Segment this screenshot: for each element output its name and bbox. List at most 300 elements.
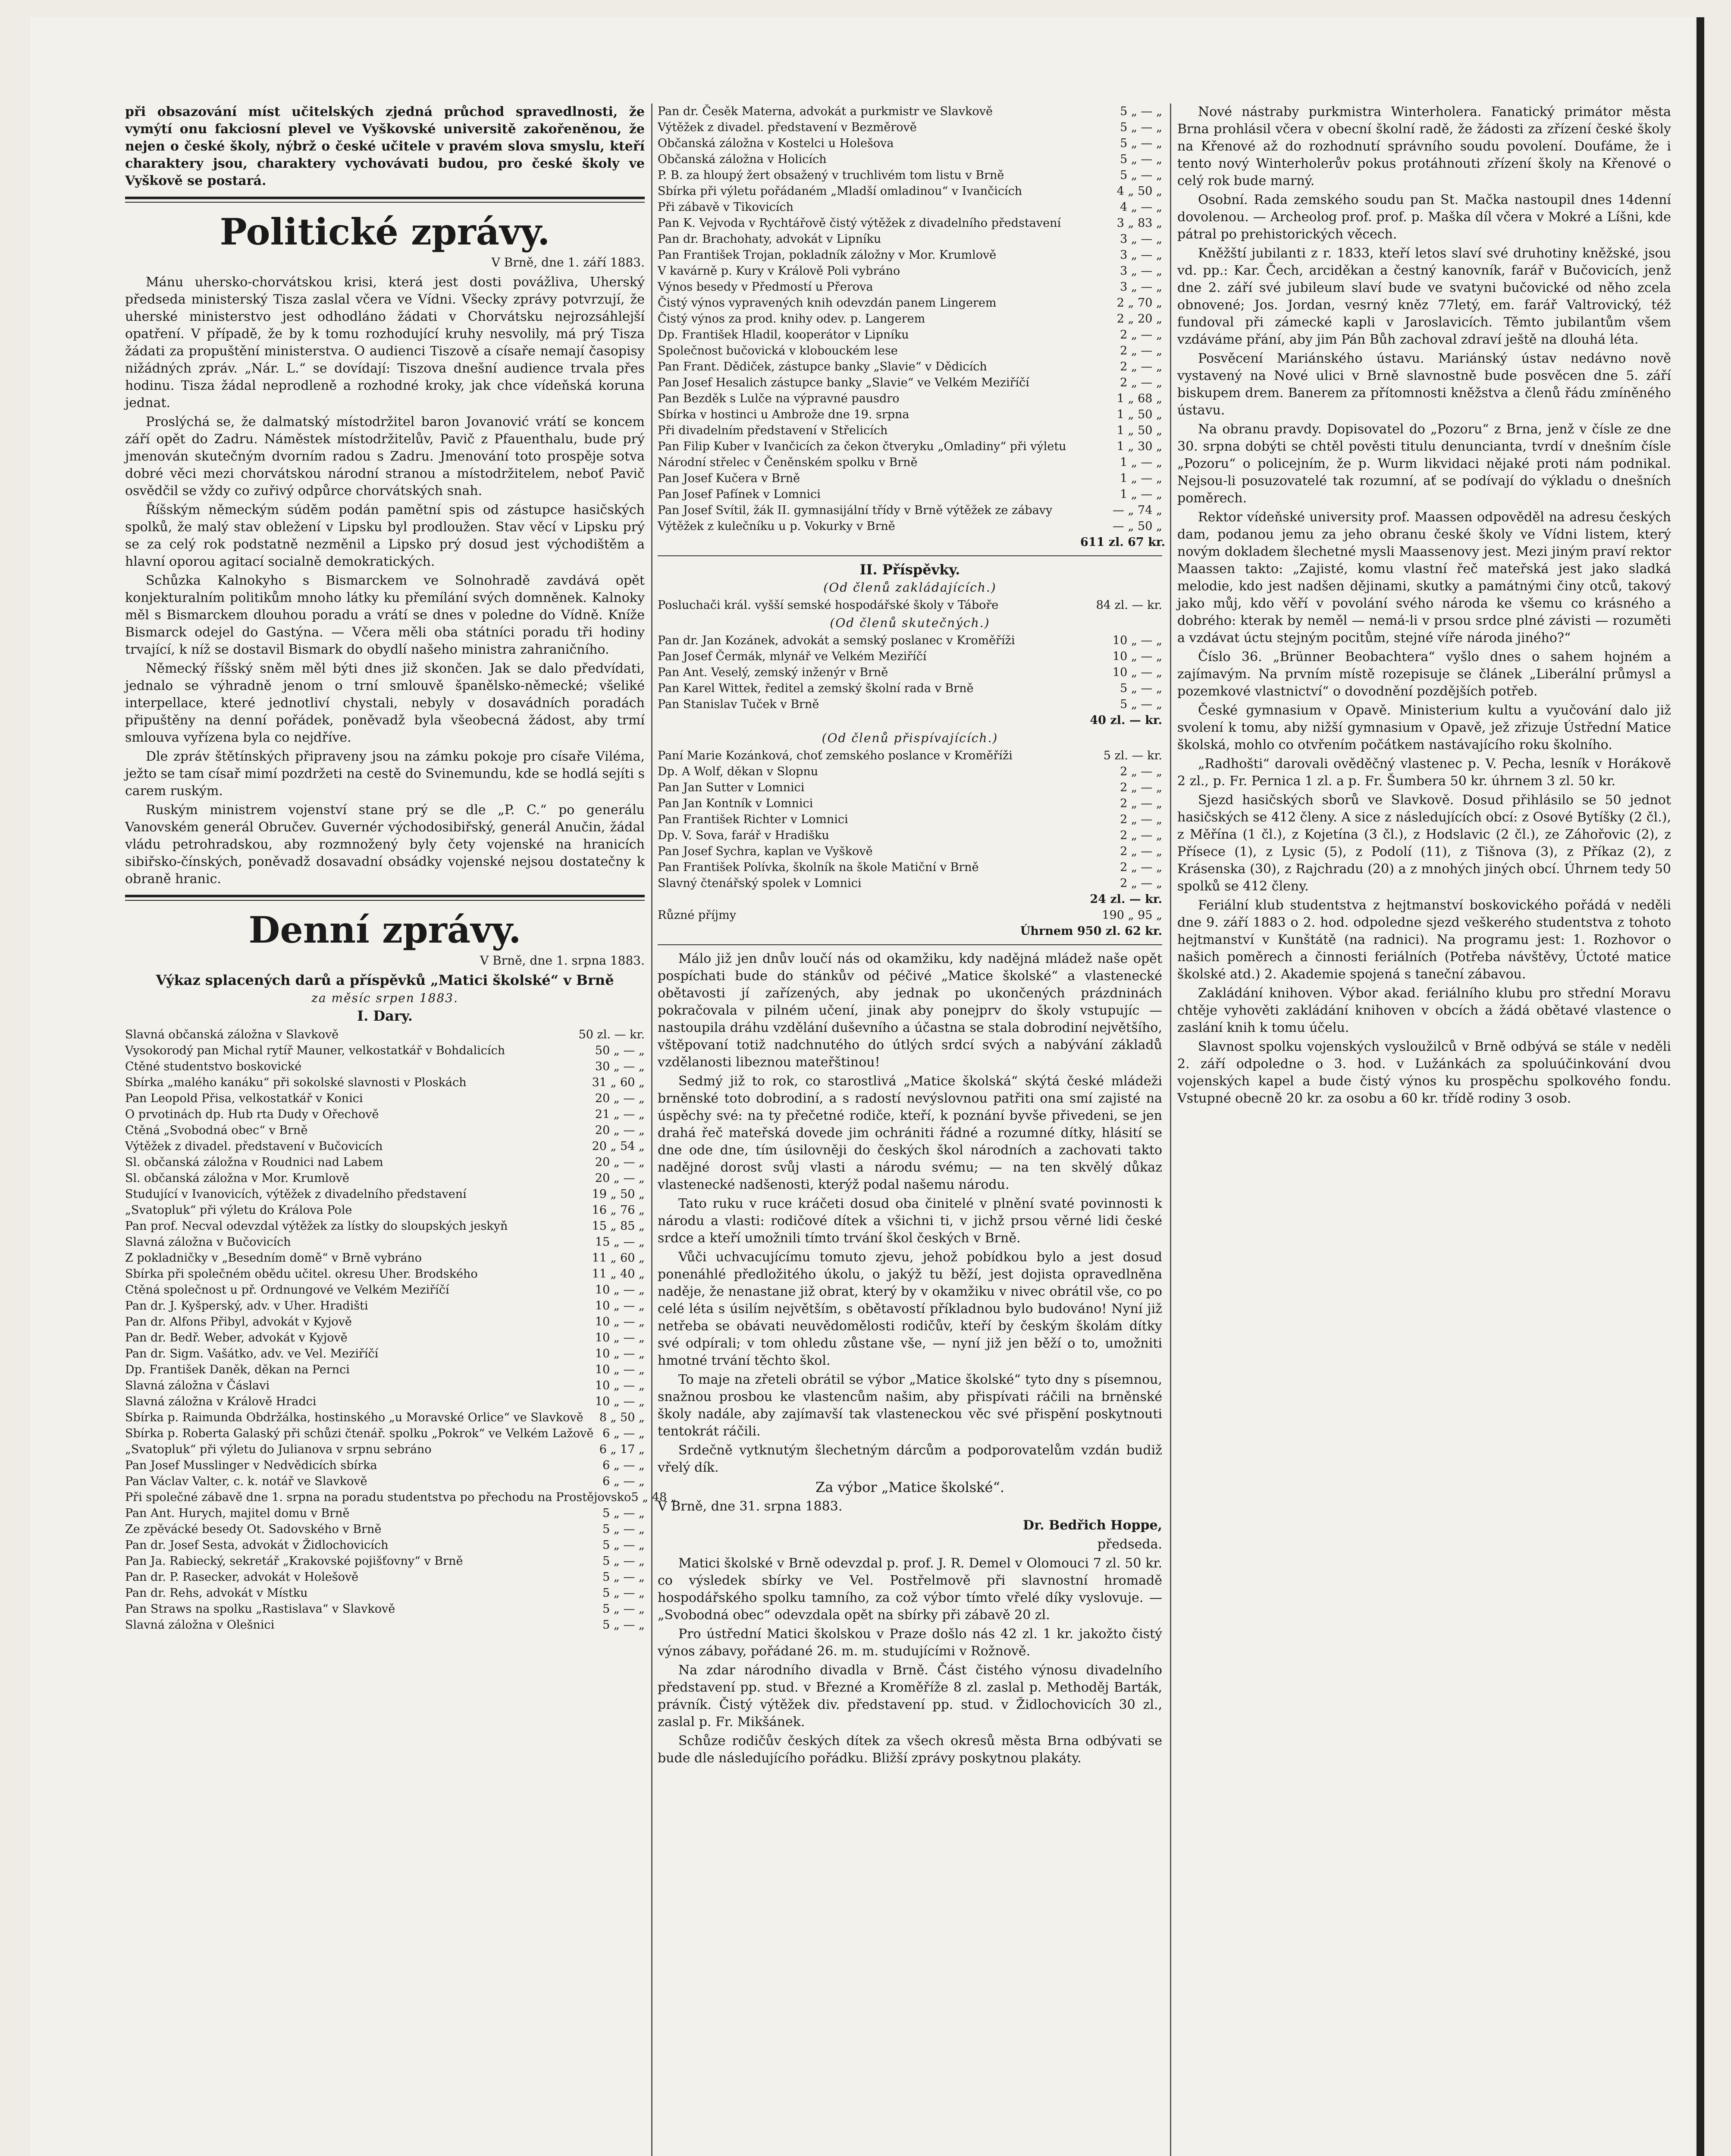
donation-row (125, 1410, 645, 1426)
contribution-row (658, 843, 1162, 859)
entry-amount: 5 „ — „ (602, 1539, 645, 1552)
donation-row (125, 1138, 645, 1154)
entry-amount: 2 „ — „ (1120, 765, 1162, 778)
report-month: za měsíc srpen 1883. (311, 991, 458, 1005)
donation-row (125, 1442, 645, 1457)
donation-row (658, 375, 1162, 391)
entry-label: Pan Stanislav Tuček v Brně (658, 698, 819, 711)
entry-label: Pan Karel Wittek, ředitel a zemský školní rada v Brně (658, 682, 974, 695)
article-paragraph: Zakládání knihoven. Výbor akad. feriálního klubu pro střední Moravu chtěje vyhověti zakládání knihoven v obcích a žádá obětavé vlastence o zaslání knih k tomu účelu. (1177, 986, 1671, 1035)
entry-amount: 1 „ — „ (1120, 456, 1162, 469)
entry-label: Občanská záložna v Kostelci u Holešova (658, 137, 894, 150)
donation-row (125, 1282, 645, 1298)
section-rule (125, 895, 645, 901)
entry-amount: 5 „ — „ (1120, 169, 1162, 182)
entry-label: Při společné zábavě dne 1. srpna na poradu studentstva po přechodu na Prostějovsko (125, 1491, 631, 1504)
entry-label: Pan Ant. Veselý, zemský inženýr v Brně (658, 666, 888, 679)
entry-label: P. B. za hloupý žert obsažený v truchlivém tom listu v Brně (658, 169, 1004, 182)
donation-row (125, 1378, 645, 1394)
contribution-row (658, 796, 1162, 812)
donation-row (125, 1154, 645, 1170)
entry-amount: 3 „ — „ (1120, 280, 1162, 294)
contribution-row (658, 859, 1162, 875)
section-rule (125, 197, 645, 203)
entry-amount: 5 „ — „ (602, 1523, 645, 1536)
article-paragraph: Srdečně vytknutým šlechetným dárcům a podporovatelům vzdán budiž vřelý dík. (658, 1443, 1162, 1475)
contribution-row (658, 748, 1162, 764)
donation-row (125, 1218, 645, 1234)
donation-row (125, 1059, 645, 1075)
contribution-row (658, 764, 1162, 780)
entry-amount: 3 „ — „ (1120, 232, 1162, 246)
entry-amount: 15 „ — „ (595, 1235, 645, 1249)
newspaper-page (30, 17, 1695, 2156)
entry-amount: 1 „ 50 „ (1116, 408, 1162, 421)
donation-row (125, 1394, 645, 1410)
donation-row (125, 1521, 645, 1537)
contributions-supporting-total: 24 zl. — kr. (1090, 893, 1162, 906)
entry-label: Při divadelním představení v Střelicích (658, 424, 888, 437)
entry-amount: 1 „ 30 „ (1116, 440, 1162, 453)
entry-label: Čistý výnos za prod. knihy odev. p. Langerem (658, 312, 925, 326)
entry-label: Pan dr. Sigm. Vašátko, adv. ve Vel. Meziříčí (125, 1347, 379, 1360)
entry-label: Dp. František Daněk, děkan na Pernci (125, 1363, 350, 1376)
entry-label: Národní střelec v Čeněnském spolku v Brně (658, 456, 918, 469)
article-paragraph: Německý říšský sněm měl býti dnes již skončen. Jak se dalo předvídati, jednalo se výhradně jenom o trní smlouvě španělsko-německé; všeliké interpellace, které jednotliví chystali, nebyly v dosavádních poradách připuštěny na denní pořádek, poněvadž byla všeobecná žádost, aby trmí smlouva vyřízena byla co nejdříve. (125, 661, 645, 745)
article-paragraph: Schůze rodičův českých dítek za všech okresů města Brna odbývati se bude dle následujícího pořádku. Bližší zprávy poskytnou plakáty. (658, 1733, 1162, 1766)
entry-amount: 2 „ — „ (1120, 344, 1162, 357)
entry-amount: 5 „ — „ (1120, 153, 1162, 166)
entry-amount: 21 „ — „ (595, 1108, 645, 1121)
donation-row (125, 1043, 645, 1059)
donation-row (125, 1106, 645, 1122)
entry-label: Pan dr. Rehs, advokát v Místku (125, 1586, 308, 1600)
entry-amount: 3 „ 83 „ (1116, 216, 1162, 230)
donation-row (125, 1569, 645, 1585)
donation-row (658, 167, 1162, 183)
entry-amount: 5 „ — „ (602, 1570, 645, 1584)
entry-label: Pan dr. Alfons Přibyl, advokát v Kyjově (125, 1315, 352, 1329)
donation-row (125, 1122, 645, 1138)
entry-amount: 5 „ — „ (1120, 105, 1162, 118)
donation-row (658, 247, 1162, 263)
entry-label: Pan dr. P. Rasecker, advokát v Holešově (125, 1570, 359, 1584)
donation-row (125, 1075, 645, 1091)
donation-row (658, 279, 1162, 295)
article-paragraph: Posvěcení Mariánského ústavu. Mariánský ústav nedávno nově vystavený na Nové ulici v Brně slavnostně bude posvěcen dne 5. září biskupem drem. Banerem za přítomnosti kněžstva a členů řádu zmíněného ústavu. (1177, 351, 1671, 418)
entry-label: Pan Josef Musslinger v Nedvědicích sbírka (125, 1459, 377, 1472)
column-middle (658, 103, 1165, 2156)
entry-amount: 30 „ — „ (595, 1060, 645, 1073)
entry-amount: 10 „ — „ (595, 1283, 645, 1297)
entry-label: Slavná občanská záložna v Slavkově (125, 1028, 339, 1041)
entry-amount: 6 „ 17 „ (599, 1443, 645, 1456)
entry-label: Občanská záložna v Holicích (658, 153, 827, 166)
signoff-place: V Brně, dne 31. srpna 1883. (658, 1499, 843, 1514)
entry-amount: 2 „ — „ (1120, 813, 1162, 826)
entry-label: Sl. občanská záložna v Mor. Krumlově (125, 1172, 349, 1185)
entry-label: Pan Josef Sychra, kaplan ve Vyškově (658, 845, 873, 858)
donation-row (658, 470, 1162, 486)
report-title: Výkaz splacených darů a příspěvků „Matici školské“ v Brně (156, 972, 614, 988)
donation-row (125, 1250, 645, 1266)
donation-row (658, 135, 1162, 151)
entry-label: Výtěžek z kulečníku u p. Vokurky v Brně (658, 520, 895, 533)
grand-total: Úhrnem 950 zl. 62 kr. (1020, 924, 1162, 938)
entry-amount: 2 „ — „ (1120, 781, 1162, 794)
article-paragraph: Proslýchá se, že dalmatský místodržitel baron Jovanović vrátí se koncem září opět do Zadru. Náměstek místodržitelův, Pavič z Pfauenthalu, bude prý jmenován skutečným dvorním radou s Zadru. Jmenování toto prospěje sotva dobré věci mezi chorvátskou národní stranou a místodržitelem, neboť Pavič osvědčil se vždy co zuřivý odpůrce chorvátských snah. (125, 414, 645, 498)
entry-label: Slavná záložna v Čáslavi (125, 1379, 270, 1392)
entry-label: Sbírka v hostinci u Ambrože dne 19. srpna (658, 408, 909, 421)
entry-label: Dp. František Hladil, kooperátor v Lipníku (658, 328, 909, 342)
entry-label: Výtěžek z divadel. představení v Bezměrově (658, 121, 917, 134)
donation-row (658, 502, 1162, 518)
entry-label: Čistý výnos vypravených knih odevzdán panem Lingerem (658, 296, 997, 310)
contribution-row (658, 812, 1162, 827)
donation-row (125, 1202, 645, 1218)
subhead-supporting: (Od členů přispívajících.) (822, 731, 998, 745)
donation-row (125, 1027, 645, 1043)
entry-label: Ctěné studentstvo boskovické (125, 1060, 302, 1073)
donation-row (125, 1426, 645, 1442)
entry-label: Pan Josef Pafínek v Lomnici (658, 488, 821, 501)
donation-row (125, 1601, 645, 1617)
entry-amount: 10 „ — „ (595, 1395, 645, 1408)
subhead-actual: (Od členů skutečných.) (830, 616, 990, 630)
entry-amount: 20 „ — „ (595, 1172, 645, 1185)
entry-amount: 5 „ 48 „ (631, 1491, 677, 1504)
donation-row (658, 231, 1162, 247)
entry-amount: 10 „ — „ (1112, 666, 1162, 679)
entry-amount: 5 „ — „ (1120, 682, 1162, 695)
entry-label: „Svatopluk“ při výletu do Julianova v srpnu sebráno (125, 1443, 432, 1456)
rule (658, 555, 1162, 556)
entry-label: Slavná záložna v Olešnici (125, 1618, 275, 1632)
dateline: V Brně, dne 1. září 1883. (491, 255, 645, 270)
entry-amount: 10 „ — „ (595, 1379, 645, 1392)
rule (658, 944, 1162, 945)
entry-label: Ctěná společnost u př. Ordnungové ve Velkém Meziříčí (125, 1283, 449, 1297)
entry-amount: 15 „ 85 „ (592, 1219, 645, 1233)
article-paragraph: Matici školské v Brně odevzdal p. prof. J. R. Demel v Olomouci 7 zl. 50 kr. co výsledek sbírky ve Vel. Postřelmově při slavnostní hromadě hospodářského spolku tamního, za což výbor tímto vřelé díky vyslovuje. — „Svobodná obec“ odevzdala opět na sbírky při zábavě 20 zl. (658, 1556, 1162, 1623)
report-section-contributions: II. Příspěvky. (859, 561, 960, 578)
section-heading-politics: Politické zprávy. (220, 210, 550, 253)
politics-articles (125, 274, 645, 888)
article-paragraph: Osobní. Rada zemského soudu pan St. Mačka nastoupil dnes 14denní dovolenou. — Archeolog prof. prof. p. Maška díl včera v Mokré a Líšni, kde pátral po prehistorických věcech. (1177, 192, 1671, 242)
dateline: V Brně, dne 1. srpna 1883. (480, 953, 645, 968)
entry-amount: 5 „ — „ (1120, 121, 1162, 134)
entry-label: Pan Václav Valter, c. k. notář ve Slavkově (125, 1475, 367, 1488)
entry-amount: 6 „ — „ (602, 1475, 645, 1488)
article-paragraph: Schůzka Kalnokyho s Bismarckem ve Solnohradě zavdává opět konjekturalním politikům mnoho látky ku přemílání svých domněnek. Kalnoky měl s Bismarckem dlouhou poradu a vrátí se dnes v poledne do Vídně. Kníže Bismarck odejel do Gastýna. — Včera měli oba státníci poradu tři hodiny trvající, k níž se dostavil Bismark do obydlí našeho ministra zahraničního. (125, 573, 645, 657)
entry-label: Pan Bezděk s Lulče na výpravné pausdro (658, 392, 900, 405)
entry-label: Pan Ant. Hurych, majitel domu v Brně (125, 1507, 350, 1520)
entry-amount: 2 „ 20 „ (1116, 312, 1162, 326)
entry-amount: 50 zl. — kr. (578, 1028, 645, 1041)
entry-label: Pan Jan Sutter v Lomnici (658, 781, 805, 794)
donations-total: 611 zl. 67 kr. (1080, 536, 1165, 549)
donation-row (125, 1585, 645, 1601)
donations-list-cont (658, 103, 1162, 534)
signoff: Za výbor „Matice školské“. (815, 1479, 1004, 1495)
donation-row (658, 454, 1162, 470)
donation-row (658, 343, 1162, 359)
donation-row (125, 1537, 645, 1553)
donation-row (125, 1234, 645, 1250)
entry-amount: 2 „ — „ (1120, 797, 1162, 810)
entry-amount: 31 „ 60 „ (592, 1076, 645, 1089)
donation-row (658, 327, 1162, 343)
entry-label: Vysokorodý pan Michal rytíř Mauner, velkostatkář v Bohdalicích (125, 1044, 505, 1057)
entry-label: Paní Marie Kozánková, choť zemského poslance v Kroměříži (658, 749, 1013, 762)
donation-row (125, 1266, 645, 1282)
entry-label: Pan dr. Brachohaty, advokát v Lipníku (658, 232, 881, 246)
local-news-articles (1177, 103, 1671, 1107)
entry-amount: 11 „ 60 „ (592, 1251, 645, 1265)
article-paragraph: Ruským ministrem vojenství stane prý se dle „P. C.“ po generálu Vanovském generál Obručev. Guvernér východosibiřský, generál Anučin, žádal vládu petrohradskou, aby rozmnožený byly čety vojenské na hranicích sibiřsko-čínských, poněvadž dosavadní obsádky vojenské nejsou dostatečny k obraně hranic. (125, 802, 645, 887)
entry-label: Dp. A Wolf, děkan v Slopnu (658, 765, 818, 778)
intro-paragraph: při obsazování míst učitelských zjedná průchod spravedlnosti, že vymýtí onu fakciosní plevel ve Vyškovské universitě zakořeněnou, že nejen o české školy, nýbrž o české učitele v pravém slova smyslu, kteří charaktery jsou, charaktery vychovávati budou, pro české školy ve Vyškově se postará. (125, 104, 645, 188)
donation-row (658, 423, 1162, 439)
entry-amount: 5 „ — „ (602, 1507, 645, 1520)
entry-label: Pan Josef Kučera v Brně (658, 472, 800, 485)
contribution-row (658, 664, 1162, 680)
entry-label: Pan Josef Čermák, mlynář ve Velkém Meziříčí (658, 650, 927, 663)
article-paragraph: Nové nástraby purkmistra Winterholera. Fanatický primátor města Brna prohlásil včera v obecní školní radě, že žádosti za zřízení české školy na Křenové až do rozhodnutí správního soudu povolení. Doufáme, že i tento nový Winterholerův pokus protáhnouti zřízení školy na Křenové o celý rok bude marný. (1177, 104, 1671, 188)
donation-row (125, 1314, 645, 1330)
entry-label: Výtěžek z divadel. představení v Bučovicích (125, 1140, 383, 1153)
column-divider (651, 103, 652, 2156)
donation-row (125, 1170, 645, 1186)
entry-label: Pan dr. J. Kyšperský, adv. v Uher. Hradišti (125, 1299, 368, 1313)
article-paragraph: Na obranu pravdy. Dopisovatel do „Pozoru“ z Brna, jenž v čísle ze dne 30. srpna dobýti se chtěl pověsti titulu denuncianta, tvrdí v dnešním čísle „Pozoru“ o policejním, že p. Wurm likvidaci nějaké proti nám podnikal. Nejsou-li posuzovatelé tak rozumní, ať se podívají do výkladu o dnešních poměrech. (1177, 422, 1671, 506)
article-paragraph: Tato ruku v ruce kráčeti dosud oba činitelé v plnění svaté povinnosti k národu a vlasti: rodičové dítek a všichni ti, v jichž prsou věrné lidi české srdce a kteří umožnili tímto trvání škol českých v Brně. (658, 1196, 1162, 1246)
donation-row (658, 215, 1162, 231)
donation-row (125, 1505, 645, 1521)
donation-row (125, 1617, 645, 1633)
entry-label: Pan Jan Kontník v Lomnici (658, 797, 813, 810)
entry-label: O prvotinách dp. Hub rta Dudy v Ořechově (125, 1108, 379, 1121)
entry-amount: 16 „ 76 „ (592, 1203, 645, 1217)
article-paragraph: To maje na zřeteli obrátil se výbor „Matice školské“ tyto dny s písemnou, snažnou prosbou ke vlastencům našim, aby přispívati ráčili na brněnské školy nadále, aby zajímavší tak vlasteneckou věc své přispění poskytnouti tentokrát ráčili. (658, 1372, 1162, 1439)
article-paragraph: Feriální klub studentstva z hejtmanství boskovického pořádá v neděli dne 9. září 1883 o 2. hod. odpoledne sjezd veškerého studentstva z tohoto hejtmanství v Kunštátě (na radnici). Na programu jest: 1. Rozhovor o našich poměrech a činnosti feriálních (Potřeba návštěvy, Úctoté matice školské atd.) 2. Akademie spojená s taneční zábavou. (1177, 898, 1671, 982)
entry-amount: 10 „ — „ (595, 1347, 645, 1360)
entry-amount: 2 „ — „ (1120, 861, 1162, 874)
donation-row (658, 407, 1162, 423)
column-divider (1170, 103, 1171, 2156)
donation-row (125, 1473, 645, 1489)
signoff-role: předseda. (1097, 1537, 1162, 1552)
entry-amount: 10 „ — „ (595, 1363, 645, 1376)
entry-amount: 10 „ — „ (595, 1315, 645, 1329)
contribution-row (658, 875, 1162, 891)
entry-label: Studující v Ivanovicích, výtěžek z divadelního představení (125, 1188, 467, 1201)
entry-label: Dp. V. Sova, farář v Hradišku (658, 829, 829, 842)
entry-label: Pan dr. Josef Sesta, advokát v Židlochovicích (125, 1539, 389, 1552)
entry-label: Při zábavě v Tikovicích (658, 201, 794, 214)
entry-label: Pan Filip Kuber v Ivančicích za čekon čtveryku „Omladiny“ při výletu (658, 440, 1066, 453)
entry-amount: 2 „ — „ (1120, 877, 1162, 890)
donation-row (658, 311, 1162, 327)
donation-row (658, 151, 1162, 167)
entry-amount: 2 „ — „ (1120, 328, 1162, 342)
entry-amount: 84 zl. — kr. (1096, 599, 1162, 612)
entry-amount: 6 „ — „ (602, 1427, 645, 1440)
entry-amount: 10 „ — „ (1112, 650, 1162, 663)
entry-amount: — „ 74 „ (1112, 504, 1162, 517)
entry-label: Pan K. Vejvoda v Rychtářově čistý výtěžek z divadelního představení (658, 216, 1061, 230)
entry-label: Slavná záložna v Bučovicích (125, 1235, 291, 1249)
entry-label: Pan Josef Hesalich zástupce banky „Slavie“ ve Velkém Meziříčí (658, 376, 1029, 389)
donation-row (125, 1330, 645, 1346)
entry-amount: 3 „ — „ (1120, 264, 1162, 278)
entry-amount: 8 „ 50 „ (599, 1411, 645, 1424)
entry-amount: 5 „ — „ (602, 1602, 645, 1616)
contribution-row (658, 696, 1162, 712)
donation-row (125, 1091, 645, 1106)
entry-label: Pan František Trojan, pokladník záložny v Mor. Krumlově (658, 248, 997, 262)
entry-label: Pan prof. Necval odevzdal výtěžek za lístky do sloupských jeskyň (125, 1219, 508, 1233)
entry-label: Pan František Richter v Lomnici (658, 813, 848, 826)
entry-label: Sbírka p. Raimunda Obdržálka, hostinského „u Moravské Orlice“ ve Slavkově (125, 1411, 583, 1424)
entry-amount: 4 „ — „ (1120, 201, 1162, 214)
entry-amount: 2 „ — „ (1120, 376, 1162, 389)
article-paragraph: Slavnost spolku vojenských vysloužilců v Brně odbývá se stále v neděli 2. září odpoledne o 3. hod. v Lužánkách za spoluúčinkování dvou vojenských kapel a bude čistý výnos ku prospěchu spolkového fondu. Vstupné obecně 20 kr. za osobu a 60 kr. třídě rodiny 3 osob. (1177, 1039, 1671, 1106)
entry-label: Pan dr. Bedř. Weber, advokát v Kyjově (125, 1331, 348, 1344)
article-paragraph: Sedmý již to rok, co starostlivá „Matice školská“ skýtá české mládeži brněnské toto dobrodiní, a s radostí nevýslovnou patřiti ona smí zajisté na úspěchy své: na ty přečetné rodiče, kteří, k poznání byvše přivedeni, se jen drahá řeč mateřská dovede jim ochrániti řádné a rozumné dítky, hlásití se dne ode dne, tím úsilovněji do českých škol národních a zachovati takto nadějné dorost svůj vlasti a národu svému; — na ten skvělý důkaz vlastenecké nadšenosti, kterýž podal našemu národu. (658, 1074, 1162, 1192)
signoff-name: Dr. Bedřich Hoppe, (1023, 1518, 1162, 1533)
donation-row (125, 1346, 645, 1362)
entry-label: „Svatopluk“ při výletu do Králova Pole (125, 1203, 352, 1217)
donation-row (658, 439, 1162, 454)
entry-label: Slavná záložna v Králově Hradci (125, 1395, 317, 1408)
entry-amount: 5 „ — „ (1120, 698, 1162, 711)
donation-row (125, 1362, 645, 1378)
entry-amount: 5 „ — „ (602, 1586, 645, 1600)
entry-amount: 5 „ — „ (602, 1554, 645, 1568)
news-articles (658, 1555, 1162, 1767)
subhead-founding: (Od členů zakládajících.) (823, 580, 997, 595)
entry-amount: 10 „ — „ (595, 1331, 645, 1344)
section-heading-daily: Denní zprávy. (248, 909, 521, 951)
misc-income: Různé příjmy 190 „ 95 „ (658, 909, 1162, 922)
article-paragraph: Rektor vídeňské university prof. Maassen odpověděl na adresu českých dam, podanou jemu za jeho obranu české školy ve Vídni listem, který novým dokladem šlechetné mysli Maassenovy jest. Mezi jiným praví rektor Maassen takto: „Zajisté, komu vlastní řeč mateřská jest jako sladká melodie, kdo jest nadšen dějinami, skutky a památnými činy otců, takový jako můj, kdo věří v povolání svého národa ke všemu co krásného a dobrého: kterak by neměl — nemá-li v prsou srdce plné závisti — rozuměti a vzdávat úctu stejným pocitům, stejné víře národa jiného?“ (1177, 510, 1671, 646)
entry-label: Sl. občanská záložna v Roudnici nad Labem (125, 1156, 383, 1169)
entry-label: Výnos besedy v Předmostí u Přerova (658, 280, 873, 294)
entry-amount: 2 „ — „ (1120, 360, 1162, 373)
donation-row (658, 359, 1162, 375)
entry-label: Pan František Polívka, školník na škole Matiční v Brně (658, 861, 979, 874)
entry-amount: 2 „ — „ (1120, 829, 1162, 842)
donation-row (125, 1489, 677, 1505)
entry-label: Sbírka p. Roberta Galaský při schůzi čtenář. spolku „Pokrok“ ve Velkém Lažově (125, 1427, 594, 1440)
entry-label: Posluchači král. vyšší semské hospodářské školy v Táboře (658, 599, 999, 612)
donation-row (658, 199, 1162, 215)
entry-amount: 20 „ — „ (595, 1124, 645, 1137)
donation-row (658, 263, 1162, 279)
donation-row (125, 1553, 645, 1569)
entry-amount: 2 „ 70 „ (1116, 296, 1162, 310)
donation-row (658, 518, 1162, 534)
contribution-row (658, 780, 1162, 796)
contribution-row (658, 649, 1162, 664)
entry-amount: 19 „ 50 „ (592, 1188, 645, 1201)
entry-label: V kavárně p. Kury v Králově Poli vybráno (658, 264, 900, 278)
entry-label: Pan Josef Svítil, žák II. gymnasijální třídy v Brně výtěžek ze zábavy (658, 504, 1053, 517)
article-paragraph: „Radhošti“ darovali ověděčný vlastenec p. V. Pecha, lesník v Horákově 2 zl., p. Fr. Pernica 1 zl. a p. Fr. Šumbera 50 kr. úhrnem 3 zl. 50 kr. (1177, 756, 1671, 789)
article-paragraph: Na zdar národního divadla v Brně. Část čistého výnosu divadelního představení pp. stud. v Březné a Kroměříže 8 zl. zaslal p. Methoděj Barták, právník. Čistý výtěžek div. představení pp. stud. v Židlochovicích 30 zl., zaslal p. Fr. Mikšánek. (658, 1663, 1162, 1730)
donation-row (658, 486, 1162, 502)
donation-row (658, 119, 1162, 135)
entry-amount: 5 „ — „ (1120, 137, 1162, 150)
contribution-row (658, 827, 1162, 843)
entry-amount: 6 „ — „ (602, 1459, 645, 1472)
contributions-actual-total: 40 zl. — kr. (1090, 714, 1162, 727)
donation-row (125, 1186, 645, 1202)
entry-amount: 1 „ 50 „ (1116, 424, 1162, 437)
entry-label: Sbírka „malého kanáku“ při sokolské slavnosti v Ploskách (125, 1076, 467, 1089)
entry-label: Sbírka při výletu pořádaném „Mladší omladinou“ v Ivančicích (658, 185, 1022, 198)
entry-label: Pan Ja. Rabiecký, sekretář „Krakovské pojišťovny“ v Brně (125, 1554, 463, 1568)
article-paragraph: Říšským německým súděm podán pamětní spis od zástupce hasičských spolků, že malý stav obležení v Lipsku byl prodloužen. Stav věcí v Lipsku prý se za celý rok podstatně nezměnil a Lipsko prý dosud jest východištěm a hlavní oporou agitací socialně demokratických. (125, 502, 645, 569)
donation-row (658, 391, 1162, 407)
entry-amount: 20 „ — „ (595, 1156, 645, 1169)
entry-amount: 11 „ 40 „ (592, 1267, 645, 1281)
entry-amount: 4 „ 50 „ (1116, 185, 1162, 198)
entry-amount: 20 „ — „ (595, 1092, 645, 1105)
entry-label: Společnost bučovická v klobouckém lese (658, 344, 898, 357)
donation-row (658, 103, 1162, 119)
entry-amount: 50 „ — „ (595, 1044, 645, 1057)
entry-label: Ctěná „Svobodná obec“ v Brně (125, 1124, 308, 1137)
entry-amount: 20 „ 54 „ (592, 1140, 645, 1153)
article-paragraph: Dle zpráv štětínských připraveny jsou na zámku pokoje pro císaře Viléma, ježto se tam císař mimí pozdržeti na cestě do Svinemundu, kde se hodlá sejíti s carem ruským. (125, 749, 645, 799)
page-edge-rule (1697, 17, 1704, 2156)
contribution-row (658, 633, 1162, 649)
entry-label: Slavný čtenářský spolek v Lomnici (658, 877, 862, 890)
contributions-founding (658, 597, 1162, 613)
article-paragraph: Mánu uhersko-chorvátskou krisi, která jest dosti povážliva, Uherský předseda ministerský Tisza zaslal včera ve Vídni. Všecky zprávy potvrzují, že uherské ministerstvo jest odhodláno žádati v Chorvátsku nejrozsáhlejší opatření. V případě, že by k tomu rozhodující kruhy nesvolily, má prý Tisza žádati za propuštění ministerstva. O audienci Tiszově a císaře nemají časopisy nižádných zpráv. „Nár. L.“ se dovídají: Tiszova dnešní audience trvala přes hodinu. Tisza žádal neprodleně a rozhodné kroky, jak chce vídeňská koruna jednat. (125, 275, 645, 411)
entry-amount: 5 zl. — kr. (1103, 749, 1162, 762)
donation-row (658, 295, 1162, 311)
contributions-supporting (658, 748, 1162, 891)
entry-label: Pan dr. Česěk Materna, advokát a purkmistr ve Slavkově (658, 105, 993, 118)
entry-label: Pan Leopold Přisa, velkostatkář v Konici (125, 1092, 363, 1105)
report-section-gifts: I. Dary. (357, 1008, 413, 1024)
matice-articles (658, 950, 1162, 1476)
entry-label: Pan Frant. Dědiček, zástupce banky „Slavie“ v Dědicích (658, 360, 987, 373)
entry-amount: 2 „ — „ (1120, 845, 1162, 858)
entry-amount: 3 „ — „ (1120, 248, 1162, 262)
entry-amount: 1 „ — „ (1120, 472, 1162, 485)
entry-label: Pan dr. Jan Kozánek, advokát a semský poslanec v Kroměříži (658, 634, 1015, 647)
contribution-row (658, 680, 1162, 696)
entry-amount: 1 „ 68 „ (1116, 392, 1162, 405)
contributions-actual (658, 633, 1162, 712)
article-paragraph: Málo již jen dnův loučí nás od okamžiku, kdy nadějná mládež naše opět pospíchati bude do stánkův od péčivé „Matice školské“ a vlastenecké obětavosti jí zařízených, aby jednak po ukončených prázdninách pokračovala v pilném učení, jinak aby ponejprv do školy vstupujíc — nastoupila dráhu vzdělání duševního a účastna se stala dobrodiní největšího, vštěpovaní totiž nadchnutého do útlých srdcí svých a nabývání základů vzdělanosti libeznou mateřštinou! (658, 951, 1162, 1070)
entry-amount: — „ 50 „ (1112, 520, 1162, 533)
entry-label: Ze zpěvácké besedy Ot. Sadovského v Brně (125, 1523, 382, 1536)
entry-label: Pan Straws na spolku „Rastislava“ v Slavkově (125, 1602, 395, 1616)
article-paragraph: Číslo 36. „Brünner Beobachtera“ vyšlo dnes o sahem hojném a zajímavým. Na prvním místě rozepisuje se článek „Liberální průmysl a pozemkové vlastnictví“ o dovodnění pozdějších potřeb. (1177, 649, 1671, 699)
article-paragraph: Vůči uchvacujícímu tomuto zjevu, jehož pobídkou bylo a jest dosud ponenáhlé předložitého úkolu, o jakýž tu běží, jest dojista opravedlněna naděje, že nenastane již obrat, který by v okamžiku v nivec obrátil vše, co po celé léta s úsilím největším, s obětavostí příkladnou bylo budováno! Nyní již netřeba se obávati neuvědomělosti rodičův, kteří by českým školám dítky své odpírali; v tom ohledu zůstane vše, — nyní již jen běží o to, umožniti hmotné trvání těchto škol. (658, 1250, 1162, 1368)
entry-label: Sbírka při společném obědu učitel. okresu Uher. Brodského (125, 1267, 478, 1281)
donation-row (125, 1457, 645, 1473)
donation-row (125, 1298, 645, 1314)
donation-row (658, 183, 1162, 199)
entry-amount: 10 „ — „ (1112, 634, 1162, 647)
article-paragraph: České gymnasium v Opavě. Ministerium kultu a vyučování dalo již svolení k tomu, aby nižší gymnasium v Opavě, jež zřizuje Ústřední Matice školská, mohlo co otvřením počátkem nastávajícího roku školního. (1177, 703, 1671, 752)
